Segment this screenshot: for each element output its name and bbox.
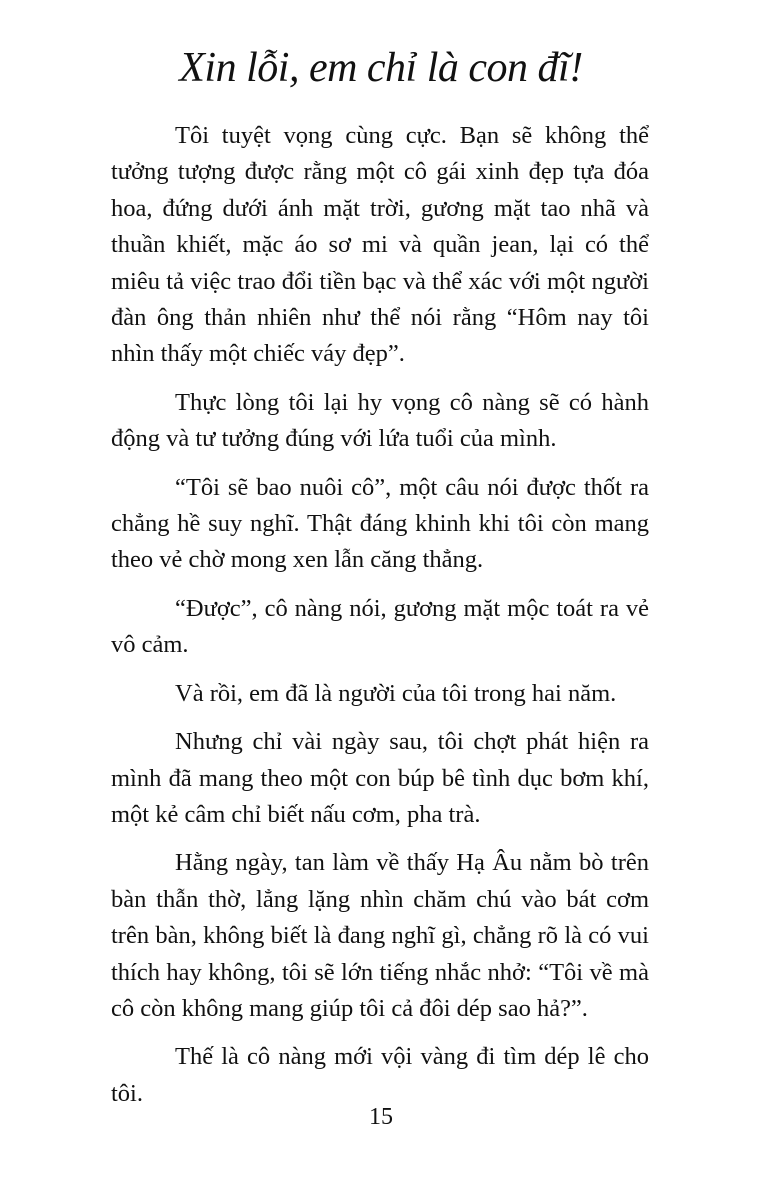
paragraph: Tôi tuyệt vọng cùng cực. Bạn sẽ không thể tưởng tượng được rằng một cô gái xinh đẹp tựa đóa hoa, đứng dưới ánh mặt trời, gương mặt tao nhã và thuần khiết, mặc áo sơ mi và quần jean, lại có thể miêu tả việc trao đổi tiền bạc và thể xác với một người đàn ông thản nhiên như thể nói rằng “Hôm nay tôi nhìn thấy một chiếc váy đẹp”. (111, 122, 649, 368)
running-title: Xin lỗi, em chỉ là con đĩ! (179, 45, 583, 91)
paragraph: Và rồi, em đã là người của tôi trong hai năm. (175, 679, 617, 707)
paragraph: “Được”, cô nàng nói, gương mặt mộc toát ra vẻ vô cảm. (111, 594, 649, 659)
paragraph: Thực lòng tôi lại hy vọng cô nàng sẽ có hành động và tư tưởng đúng với lứa tuổi của mình. (111, 388, 649, 453)
paragraph: Thế là cô nàng mới vội vàng đi tìm dép lê cho tôi. (111, 1043, 649, 1107)
paragraph: Hằng ngày, tan làm về thấy Hạ Âu nằm bò trên bàn thẫn thờ, lẳng lặng nhìn chăm chú vào bát cơm trên bàn, không biết là đang nghĩ gì, chẳng rõ là có vui thích hay không, tôi sẽ lớn tiếng nhắc nhở: “Tôi về mà cô còn không mang giúp tôi cả đôi dép sao hả?”. (111, 849, 649, 1022)
body-text (111, 118, 649, 1124)
paragraph: Nhưng chỉ vài ngày sau, tôi chợt phát hiện ra mình đã mang theo một con búp bê tình dục bơm khí, một kẻ câm chỉ biết nấu cơm, pha trà. (111, 728, 649, 828)
paragraph: “Tôi sẽ bao nuôi cô”, một câu nói được thốt ra chẳng hề suy nghĩ. Thật đáng khinh khi tôi còn mang theo vẻ chờ mong xen lẫn căng thẳng. (111, 473, 649, 574)
page-number: 15 (369, 1104, 393, 1130)
